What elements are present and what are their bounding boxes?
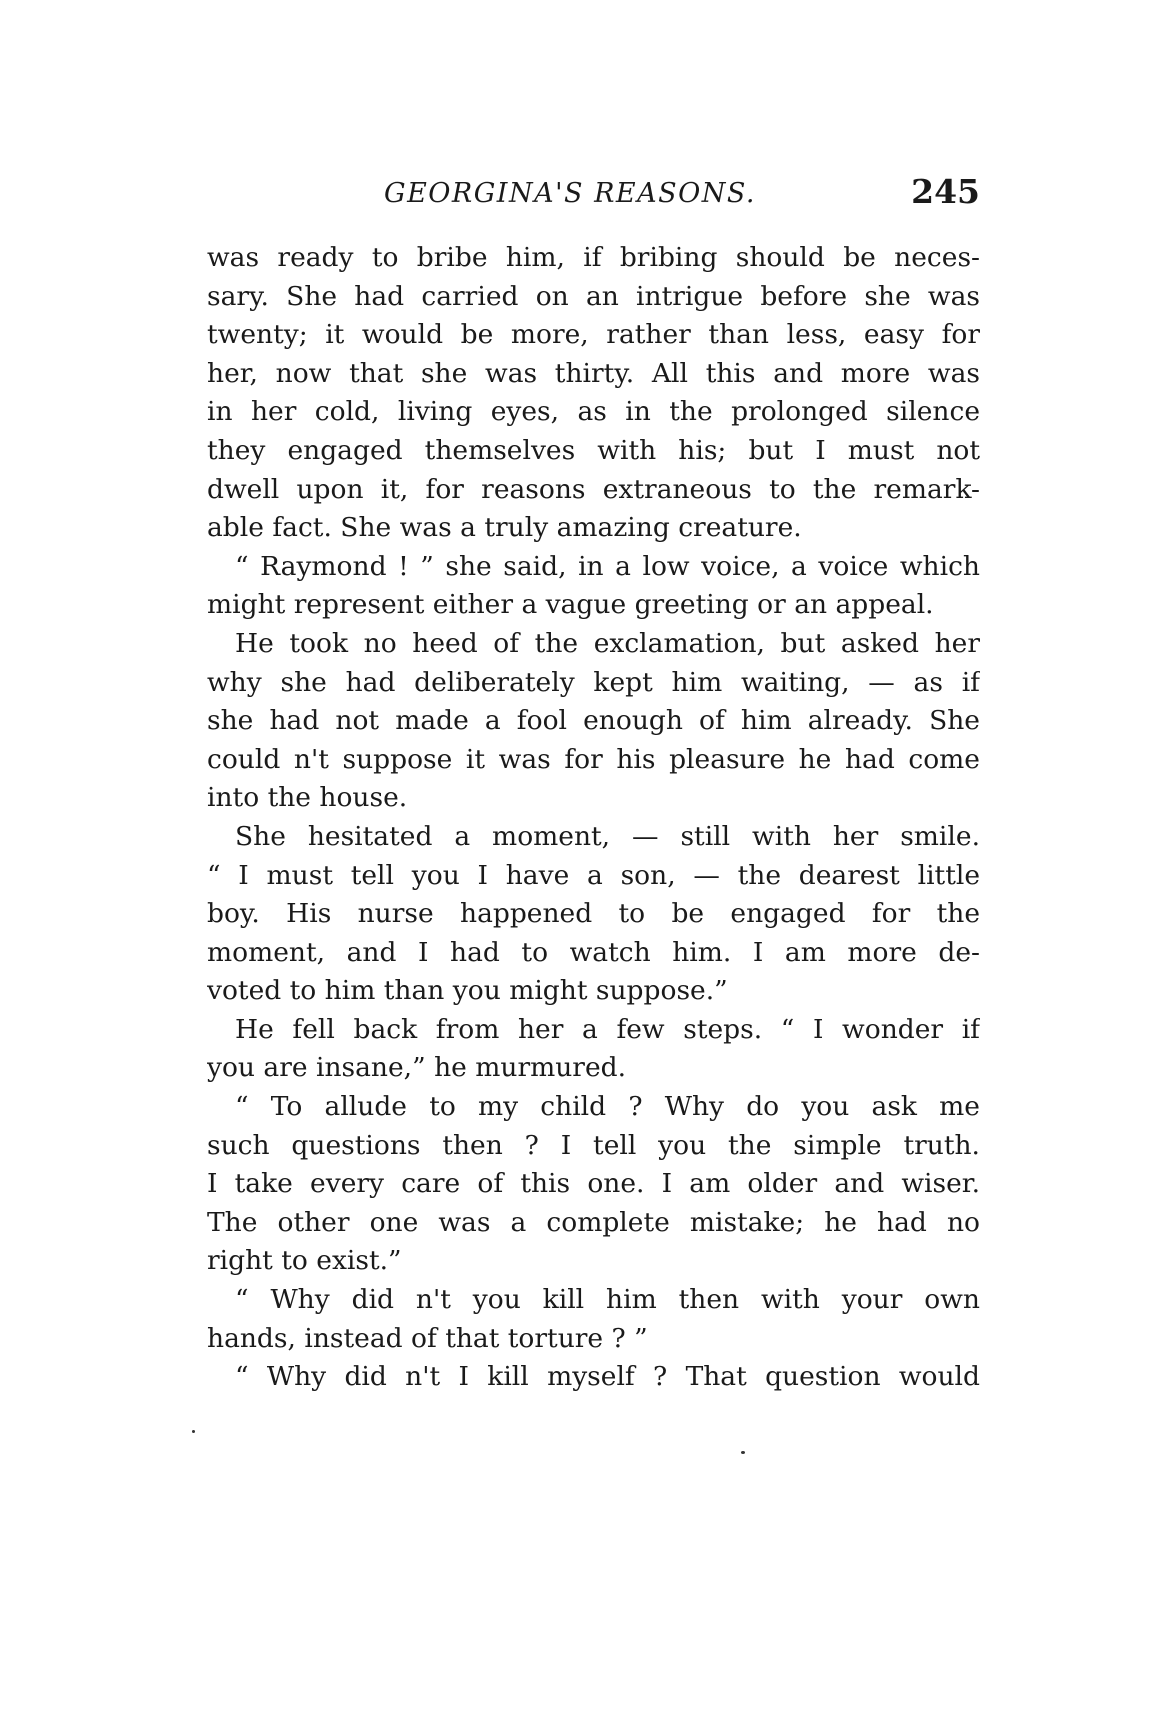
running-head — [207, 172, 980, 228]
text-line: why she had deliberately kept him waiting, — as if — [207, 666, 980, 698]
text-line: able fact. She was a truly amazing creature. — [207, 512, 802, 544]
text-line: “ Why did n't you kill him then with your own — [235, 1284, 980, 1316]
text-line: boy. His nurse happened to be engaged for the — [207, 898, 980, 930]
text-line: dwell upon it, for reasons extraneous to the remark- — [207, 473, 980, 505]
text-line: might represent either a vague greeting or an appeal. — [207, 589, 934, 621]
text-line: I take every care of this one. I am older and wiser. — [207, 1168, 980, 1200]
text-line: The other one was a complete mistake; he had no — [207, 1206, 980, 1238]
text-line: She hesitated a moment, — still with her smile. — [235, 820, 980, 852]
text-line: He took no heed of the exclamation, but asked her — [235, 627, 980, 659]
text-line: such questions then ? I tell you the simple truth. — [207, 1129, 980, 1161]
running-title: GEORGINA'S REASONS. — [384, 178, 757, 209]
text-line: moment, and I had to watch him. I am more de- — [207, 936, 980, 968]
text-line: you are insane,” he murmured. — [207, 1052, 627, 1084]
page-number: 245 — [911, 172, 980, 211]
text-line: He fell back from her a few steps. “ I wonder if — [235, 1013, 980, 1045]
text-line: sary. She had carried on an intrigue before she was — [207, 280, 980, 312]
ink-speck — [192, 1430, 195, 1433]
ink-speck — [741, 1451, 745, 1454]
text-line: voted to him than you might suppose.” — [207, 975, 728, 1007]
body-text — [207, 239, 980, 1397]
text-line: “ To allude to my child ? Why do you ask me — [235, 1091, 980, 1123]
text-line: twenty; it would be more, rather than less, easy for — [207, 319, 980, 351]
text-line: in her cold, living eyes, as in the prolonged silence — [207, 396, 980, 428]
text-line: could n't suppose it was for his pleasure he had come — [207, 743, 980, 775]
text-line: her, now that she was thirty. All this and more was — [207, 357, 980, 389]
text-line: “ I must tell you I have a son, — the dearest little — [207, 859, 980, 891]
text-line: they engaged themselves with his; but I must not — [207, 434, 980, 466]
text-line: hands, instead of that torture ? ” — [207, 1322, 648, 1354]
text-line: was ready to bribe him, if bribing should be neces- — [207, 242, 980, 273]
text-line: into the house. — [207, 782, 408, 814]
text-line: she had not made a fool enough of him already. She — [207, 705, 980, 737]
text-line: “ Why did n't I kill myself ? That question would — [235, 1361, 980, 1393]
text-line: “ Raymond ! ” she said, in a low voice, a voice which — [235, 550, 980, 582]
text-line: right to exist.” — [207, 1245, 402, 1277]
